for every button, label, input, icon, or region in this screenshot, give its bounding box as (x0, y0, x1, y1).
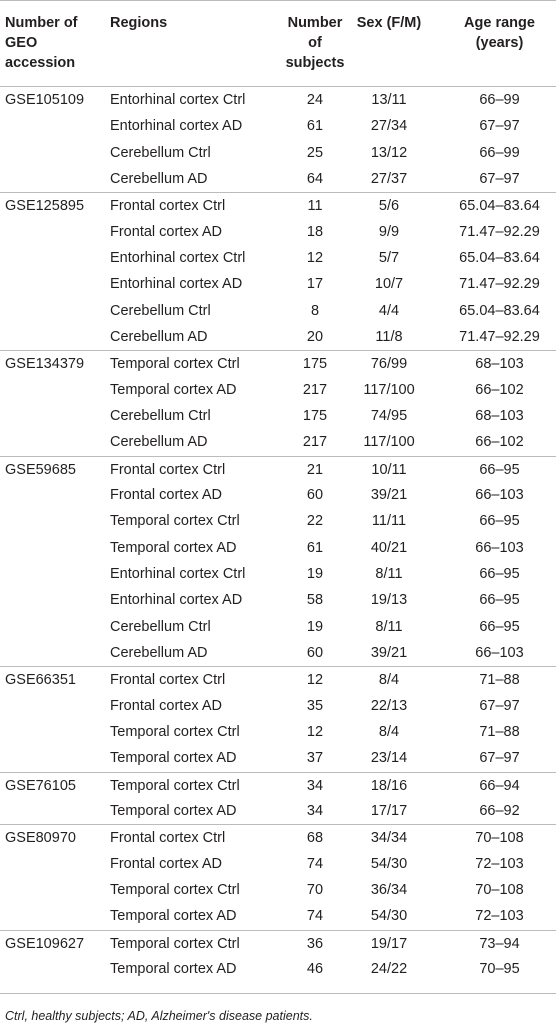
cell-sex: 19/17 (370, 935, 408, 952)
table-row (0, 298, 556, 324)
cell-age: 72–103 (475, 855, 524, 872)
cell-sex: 8/11 (375, 565, 403, 582)
cell-region: Cerebellum Ctrl (110, 144, 211, 161)
table-row (0, 877, 556, 903)
cell-subjects: 12 (306, 672, 324, 689)
cell-sex: 27/34 (370, 118, 408, 135)
cell-age: 67–97 (479, 170, 520, 187)
cell-region: Frontal cortex Ctrl (110, 461, 226, 478)
table-header (0, 1, 556, 87)
cell-age: 71.47–92.29 (459, 276, 540, 293)
cell-sex: 8/4 (378, 672, 400, 689)
table-row (0, 429, 556, 455)
header-age: Age range (years) (464, 15, 535, 51)
cell-age: 66–95 (479, 461, 520, 478)
cell-age: 65.04–83.64 (459, 302, 540, 319)
cell-region: Temporal cortex AD (110, 381, 237, 398)
cell-region: Entorhinal cortex AD (110, 592, 243, 609)
cell-sex: 4/4 (378, 302, 400, 319)
cell-sex: 39/21 (370, 486, 408, 503)
cell-sex: 34/34 (370, 830, 408, 847)
cell-subjects: 64 (306, 170, 324, 187)
cell-sex: 54/30 (370, 908, 408, 925)
cell-subjects: 217 (302, 381, 328, 398)
cell-region: Temporal cortex Ctrl (110, 935, 240, 952)
table-row (0, 271, 556, 297)
cell-age: 66–99 (479, 144, 520, 161)
cell-subjects: 74 (306, 855, 324, 872)
table-row (0, 192, 556, 218)
cell-subjects: 60 (306, 486, 324, 503)
cell-age: 66–102 (475, 381, 524, 398)
cell-region: Temporal cortex Ctrl (110, 513, 240, 530)
cell-subjects: 74 (306, 908, 324, 925)
cell-sex: 117/100 (363, 381, 415, 398)
header-sex: Sex (F/M) (356, 15, 422, 31)
cell-sex: 11/8 (375, 328, 403, 345)
cell-age: 66–95 (479, 513, 520, 530)
cell-region: Cerebellum Ctrl (110, 618, 211, 635)
table-row (0, 587, 556, 613)
cell-age: 72–103 (475, 908, 524, 925)
cell-age: 68–103 (475, 356, 524, 373)
table-row (0, 956, 556, 982)
cell-sex: 117/100 (363, 434, 415, 451)
cell-subjects: 11 (307, 198, 323, 215)
cell-region: Frontal cortex AD (110, 486, 223, 503)
cell-region: Entorhinal cortex Ctrl (110, 565, 246, 582)
cell-age: 65.04–83.64 (459, 198, 540, 215)
table-row (0, 140, 556, 166)
cell-sex: 40/21 (370, 539, 408, 556)
cell-age: 66–102 (475, 434, 524, 451)
cell-sex: 22/13 (370, 697, 408, 714)
table-row (0, 772, 556, 798)
cell-subjects: 46 (306, 960, 324, 977)
cell-subjects: 34 (306, 777, 324, 794)
cell-accession: GSE80970 (5, 830, 76, 847)
cell-age: 66–103 (475, 539, 524, 556)
cell-region: Entorhinal cortex Ctrl (110, 92, 246, 108)
cell-age: 66–103 (475, 644, 524, 661)
cell-age: 67–97 (479, 118, 520, 135)
cell-age: 66–95 (479, 592, 520, 609)
table-row (0, 113, 556, 139)
cell-subjects: 58 (306, 592, 324, 609)
cell-subjects: 17 (306, 276, 324, 293)
cell-region: Entorhinal cortex Ctrl (110, 249, 246, 266)
table-row (0, 508, 556, 534)
cell-accession: GSE105109 (5, 92, 85, 108)
cell-region: Temporal cortex AD (110, 539, 237, 556)
cell-age: 66–92 (479, 802, 520, 819)
cell-sex: 27/37 (370, 170, 408, 187)
table-row (0, 640, 556, 666)
cell-age: 66–99 (479, 92, 520, 108)
table-row (0, 614, 556, 640)
table-row (0, 930, 556, 956)
cell-sex: 23/14 (370, 750, 408, 767)
header-accession: Number of GEO accession (5, 15, 78, 71)
cell-sex: 5/6 (378, 198, 400, 215)
cell-region: Cerebellum Ctrl (110, 302, 211, 319)
cell-sex: 24/22 (370, 960, 408, 977)
cell-age: 68–103 (475, 407, 524, 424)
table-row (0, 482, 556, 508)
table-row (0, 561, 556, 587)
cell-age: 73–94 (479, 935, 520, 952)
cell-age: 70–108 (475, 881, 524, 898)
cell-sex: 5/7 (378, 249, 400, 266)
cell-region: Frontal cortex Ctrl (110, 198, 226, 215)
cell-subjects: 12 (306, 723, 324, 740)
table-row (0, 798, 556, 824)
table-row (0, 693, 556, 719)
cell-sex: 8/4 (378, 723, 400, 740)
cell-region: Frontal cortex AD (110, 855, 223, 872)
table-row (0, 166, 556, 192)
table-row (0, 403, 556, 429)
table-footnote: Ctrl, healthy subjects; AD, Alzheimer's disease patients. (5, 1009, 313, 1023)
cell-subjects: 8 (310, 302, 320, 319)
cell-accession: GSE59685 (5, 461, 76, 478)
cell-sex: 11/11 (371, 513, 407, 530)
cell-sex: 10/7 (374, 276, 404, 293)
cell-age: 70–108 (475, 830, 524, 847)
cell-accession: GSE66351 (5, 672, 76, 689)
cell-age: 67–97 (479, 750, 520, 767)
table-row (0, 456, 556, 482)
table-row (0, 324, 556, 350)
cell-region: Cerebellum AD (110, 328, 208, 345)
cell-subjects: 175 (302, 356, 328, 373)
header-subjects: Number of subjects (285, 15, 345, 71)
cell-region: Temporal cortex AD (110, 802, 237, 819)
cell-sex: 17/17 (370, 802, 408, 819)
cell-subjects: 24 (306, 92, 324, 108)
cell-sex: 13/12 (370, 144, 408, 161)
header-regions: Regions (110, 15, 168, 31)
cell-subjects: 19 (306, 565, 324, 582)
cell-age: 71–88 (479, 672, 520, 689)
cell-sex: 76/99 (370, 356, 408, 373)
cell-subjects: 20 (306, 328, 324, 345)
cell-subjects: 34 (306, 802, 324, 819)
cell-sex: 39/21 (370, 644, 408, 661)
cell-region: Entorhinal cortex AD (110, 118, 243, 135)
cell-region: Temporal cortex AD (110, 750, 237, 767)
cell-region: Cerebellum Ctrl (110, 407, 211, 424)
cell-region: Temporal cortex Ctrl (110, 777, 240, 794)
cell-age: 66–95 (479, 565, 520, 582)
cell-subjects: 36 (306, 935, 324, 952)
cell-subjects: 61 (306, 539, 324, 556)
cell-subjects: 18 (306, 223, 324, 240)
cell-subjects: 61 (306, 118, 324, 135)
cell-sex: 74/95 (370, 407, 408, 424)
cell-age: 67–97 (479, 697, 520, 714)
cell-sex: 8/11 (375, 618, 403, 635)
cell-region: Frontal cortex AD (110, 697, 223, 714)
cell-subjects: 22 (306, 513, 324, 530)
table-row (0, 245, 556, 271)
table-row (0, 535, 556, 561)
cell-sex: 9/9 (378, 223, 400, 240)
cell-region: Frontal cortex AD (110, 223, 223, 240)
table-row (0, 350, 556, 376)
cell-accession: GSE76105 (5, 777, 76, 794)
cell-sex: 36/34 (370, 881, 408, 898)
cell-subjects: 37 (306, 750, 324, 767)
table-row (0, 377, 556, 403)
cell-age: 66–103 (475, 486, 524, 503)
cell-subjects: 70 (306, 881, 324, 898)
table-row (0, 719, 556, 745)
cell-age: 71–88 (479, 723, 520, 740)
cell-age: 66–94 (479, 777, 520, 794)
cell-region: Temporal cortex AD (110, 960, 237, 977)
cell-age: 71.47–92.29 (459, 223, 540, 240)
cell-subjects: 21 (306, 461, 324, 478)
cell-subjects: 25 (306, 144, 324, 161)
cell-region: Temporal cortex Ctrl (110, 723, 240, 740)
table-row (0, 851, 556, 877)
cell-sex: 54/30 (370, 855, 408, 872)
cell-region: Entorhinal cortex AD (110, 276, 243, 293)
cell-subjects: 68 (306, 830, 324, 847)
cell-subjects: 35 (306, 697, 324, 714)
cell-age: 66–95 (479, 618, 520, 635)
table-row (0, 745, 556, 771)
cell-region: Frontal cortex Ctrl (110, 830, 226, 847)
cell-region: Temporal cortex Ctrl (110, 356, 240, 373)
cell-sex: 18/16 (370, 777, 408, 794)
cell-region: Cerebellum AD (110, 170, 208, 187)
cell-accession: GSE125895 (5, 198, 85, 215)
cell-accession: GSE134379 (5, 356, 85, 373)
cell-subjects: 217 (302, 434, 328, 451)
cell-age: 71.47–92.29 (459, 328, 540, 345)
table-row (0, 666, 556, 692)
cell-subjects: 19 (306, 618, 324, 635)
cell-region: Cerebellum AD (110, 434, 208, 451)
cell-sex: 19/13 (370, 592, 408, 609)
cell-subjects: 12 (306, 249, 324, 266)
cell-region: Temporal cortex AD (110, 908, 237, 925)
cell-region: Cerebellum AD (110, 644, 208, 661)
cell-age: 65.04–83.64 (459, 249, 540, 266)
cell-region: Temporal cortex Ctrl (110, 881, 240, 898)
cell-region: Frontal cortex Ctrl (110, 672, 226, 689)
table-row (0, 219, 556, 245)
cell-sex: 13/11 (371, 92, 407, 108)
cell-sex: 10/11 (371, 461, 407, 478)
cell-subjects: 60 (306, 644, 324, 661)
table-row (0, 87, 556, 113)
table-row (0, 903, 556, 929)
cell-age: 70–95 (479, 960, 520, 977)
cell-subjects: 175 (302, 407, 328, 424)
table-row (0, 824, 556, 850)
cell-accession: GSE109627 (5, 935, 85, 952)
